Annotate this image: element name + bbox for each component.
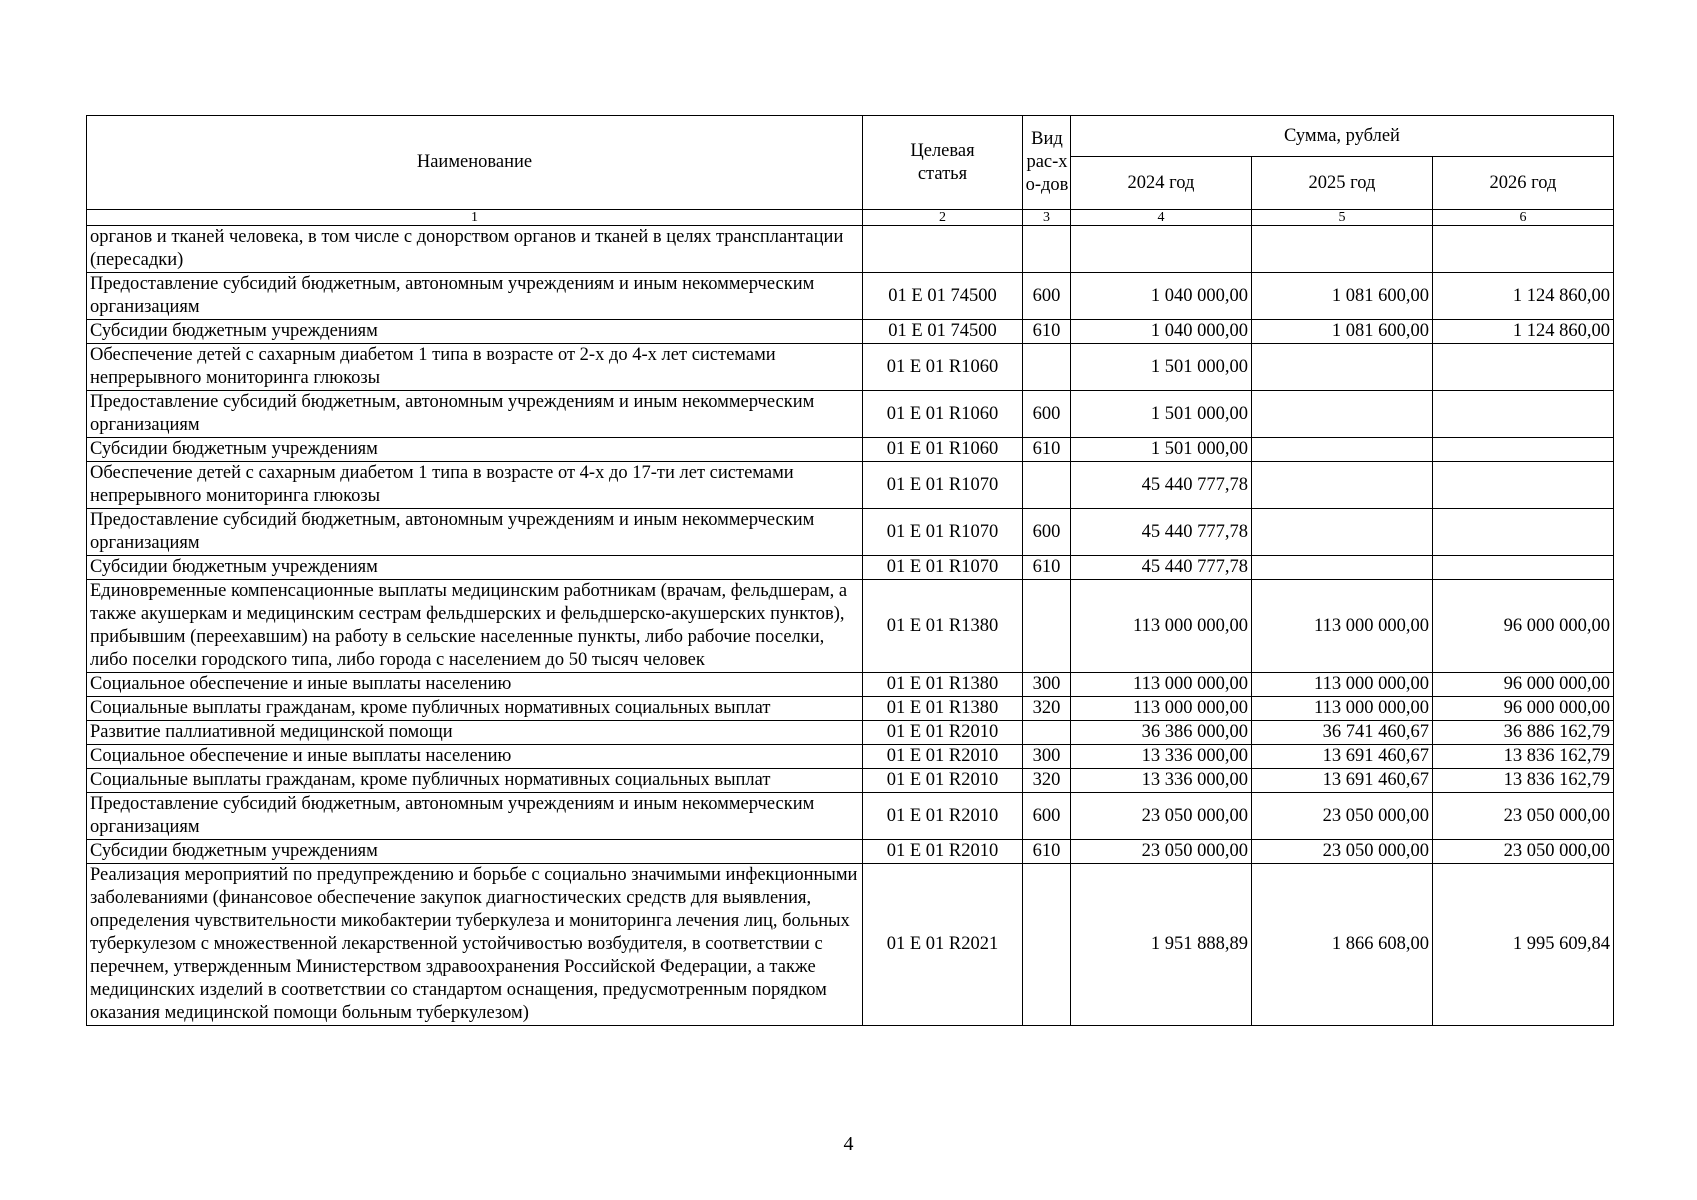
header-expense-type [1023, 116, 1071, 210]
row-target-article: 01 Е 01 R1070 [863, 556, 1023, 580]
row-amount-2024: 45 440 777,78 [1071, 509, 1252, 556]
row-amount-2024: 23 050 000,00 [1071, 840, 1252, 864]
row-name: Обеспечение детей с сахарным диабетом 1 типа в возрасте от 4-х до 17-ти лет системами непрерывного мониторинга глюкозы [87, 462, 863, 509]
row-amount-2024: 1 951 888,89 [1071, 864, 1252, 1026]
row-expense-type [1023, 344, 1071, 391]
row-amount-2026: 96 000 000,00 [1433, 673, 1614, 697]
row-expense-type: 600 [1023, 509, 1071, 556]
table-row [87, 509, 1614, 556]
row-amount-2024: 45 440 777,78 [1071, 462, 1252, 509]
row-amount-2026 [1433, 509, 1614, 556]
row-amount-2026: 13 836 162,79 [1433, 745, 1614, 769]
row-name: Предоставление субсидий бюджетным, автономным учреждениям и иным некоммерческим организациям [87, 509, 863, 556]
row-expense-type: 610 [1023, 320, 1071, 344]
column-number-row [87, 210, 1614, 226]
row-name: Субсидии бюджетным учреждениям [87, 438, 863, 462]
row-expense-type: 300 [1023, 673, 1071, 697]
row-target-article: 01 Е 01 74500 [863, 273, 1023, 320]
table-row [87, 344, 1614, 391]
row-expense-type [1023, 462, 1071, 509]
column-number: 6 [1433, 210, 1614, 226]
row-amount-2025 [1252, 226, 1433, 273]
table-row [87, 864, 1614, 1026]
row-amount-2024: 1 040 000,00 [1071, 273, 1252, 320]
row-target-article: 01 Е 01 R1070 [863, 509, 1023, 556]
table-row [87, 697, 1614, 721]
row-name: Социальное обеспечение и иные выплаты населению [87, 745, 863, 769]
page-number: 4 [843, 1133, 854, 1155]
row-expense-type [1023, 580, 1071, 673]
table-row [87, 556, 1614, 580]
row-amount-2026 [1433, 344, 1614, 391]
row-amount-2026: 96 000 000,00 [1433, 697, 1614, 721]
row-amount-2025: 113 000 000,00 [1252, 580, 1433, 673]
row-amount-2025: 1 081 600,00 [1252, 320, 1433, 344]
table-row [87, 769, 1614, 793]
table-row [87, 580, 1614, 673]
row-amount-2026 [1433, 462, 1614, 509]
row-target-article: 01 Е 01 R1380 [863, 580, 1023, 673]
header-year-2025: 2025 год [1252, 157, 1433, 210]
row-expense-type: 610 [1023, 840, 1071, 864]
row-amount-2024: 13 336 000,00 [1071, 745, 1252, 769]
row-name: Единовременные компенсационные выплаты медицинским работникам (врачам, фельдшерам, а также акушеркам и медицинским сестрам фельдшерских и фельдшерско-акушерских пунктов), прибывшим (переехавшим) на работу в сельские населенные пункты, либо рабочие поселки, либо поселки городского типа, либо города с населением до 50 тысяч человек [87, 580, 863, 673]
header-year-2024: 2024 год [1071, 157, 1252, 210]
row-amount-2024: 1 501 000,00 [1071, 391, 1252, 438]
header-sum: Сумма, рублей [1071, 116, 1614, 157]
row-expense-type: 320 [1023, 697, 1071, 721]
row-amount-2024: 23 050 000,00 [1071, 793, 1252, 840]
table-row [87, 673, 1614, 697]
column-number: 1 [87, 210, 863, 226]
row-amount-2025: 113 000 000,00 [1252, 697, 1433, 721]
row-name: Предоставление субсидий бюджетным, автономным учреждениям и иным некоммерческим организациям [87, 273, 863, 320]
row-target-article: 01 Е 01 R2010 [863, 721, 1023, 745]
row-expense-type: 600 [1023, 793, 1071, 840]
row-target-article: 01 Е 01 74500 [863, 320, 1023, 344]
row-target-article: 01 Е 01 R1060 [863, 391, 1023, 438]
column-number: 4 [1071, 210, 1252, 226]
row-amount-2026 [1433, 438, 1614, 462]
row-expense-type: 610 [1023, 556, 1071, 580]
row-amount-2026: 96 000 000,00 [1433, 580, 1614, 673]
row-name: Реализация мероприятий по предупреждению и борьбе с социально значимыми инфекционными заболеваниями (финансовое обеспечение закупок диагностических средств для выявления, определения чувствительности микобактерии туберкулеза и мониторинга лечения лиц, больных туберкулезом с множественной лекарственной устойчивостью возбудителя, в соответствии с перечнем, утвержденным Министерством здравоохранения Российской Федерации, а также медицинских изделий в соответствии со стандартом оснащения, предусмотренным порядком оказания медицинской помощи больным туберкулезом) [87, 864, 863, 1026]
row-amount-2026: 23 050 000,00 [1433, 840, 1614, 864]
row-name: органов и тканей человека, в том числе с донорством органов и тканей в целях трансплантации (пересадки) [87, 226, 863, 273]
row-amount-2025 [1252, 462, 1433, 509]
row-amount-2026: 1 995 609,84 [1433, 864, 1614, 1026]
row-target-article: 01 Е 01 R1060 [863, 344, 1023, 391]
row-expense-type: 300 [1023, 745, 1071, 769]
row-amount-2026: 13 836 162,79 [1433, 769, 1614, 793]
row-name: Субсидии бюджетным учреждениям [87, 320, 863, 344]
row-amount-2026 [1433, 391, 1614, 438]
row-expense-type: 600 [1023, 391, 1071, 438]
row-target-article: 01 Е 01 R2021 [863, 864, 1023, 1026]
table-row [87, 438, 1614, 462]
budget-table [86, 115, 1614, 1026]
row-target-article: 01 Е 01 R2010 [863, 840, 1023, 864]
row-amount-2025: 113 000 000,00 [1252, 673, 1433, 697]
row-amount-2025 [1252, 556, 1433, 580]
row-amount-2025: 36 741 460,67 [1252, 721, 1433, 745]
table-row [87, 745, 1614, 769]
row-target-article: 01 Е 01 R1060 [863, 438, 1023, 462]
row-name: Социальное обеспечение и иные выплаты населению [87, 673, 863, 697]
row-amount-2024 [1071, 226, 1252, 273]
table-row [87, 273, 1614, 320]
table-row [87, 793, 1614, 840]
header-year-2026: 2026 год [1433, 157, 1614, 210]
row-expense-type: 610 [1023, 438, 1071, 462]
row-amount-2024: 36 386 000,00 [1071, 721, 1252, 745]
row-amount-2024: 13 336 000,00 [1071, 769, 1252, 793]
table-body [87, 210, 1614, 1026]
row-amount-2025: 1 866 608,00 [1252, 864, 1433, 1026]
header-name: Наименование [87, 116, 863, 210]
row-name: Социальные выплаты гражданам, кроме публичных нормативных социальных выплат [87, 769, 863, 793]
row-amount-2024: 113 000 000,00 [1071, 673, 1252, 697]
row-name: Развитие паллиативной медицинской помощи [87, 721, 863, 745]
row-expense-type [1023, 864, 1071, 1026]
header-target-article-text: Целевая статья [910, 140, 975, 184]
row-target-article: 01 Е 01 R1380 [863, 673, 1023, 697]
row-amount-2025: 23 050 000,00 [1252, 840, 1433, 864]
row-target-article: 01 Е 01 R1380 [863, 697, 1023, 721]
row-amount-2025: 23 050 000,00 [1252, 793, 1433, 840]
header-target-article [863, 116, 1023, 210]
row-name: Субсидии бюджетным учреждениям [87, 840, 863, 864]
row-amount-2024: 1 501 000,00 [1071, 438, 1252, 462]
column-number: 5 [1252, 210, 1433, 226]
row-expense-type: 600 [1023, 273, 1071, 320]
table-header [87, 116, 1614, 210]
table-row [87, 462, 1614, 509]
row-amount-2025 [1252, 391, 1433, 438]
row-target-article [863, 226, 1023, 273]
row-amount-2024: 113 000 000,00 [1071, 580, 1252, 673]
row-amount-2024: 1 040 000,00 [1071, 320, 1252, 344]
table-row [87, 320, 1614, 344]
row-amount-2025 [1252, 509, 1433, 556]
row-amount-2024: 1 501 000,00 [1071, 344, 1252, 391]
row-amount-2025 [1252, 438, 1433, 462]
column-number: 2 [863, 210, 1023, 226]
row-target-article: 01 Е 01 R1070 [863, 462, 1023, 509]
row-expense-type [1023, 721, 1071, 745]
row-amount-2024: 113 000 000,00 [1071, 697, 1252, 721]
row-amount-2026: 1 124 860,00 [1433, 273, 1614, 320]
table-row [87, 391, 1614, 438]
row-amount-2026 [1433, 556, 1614, 580]
table-row [87, 721, 1614, 745]
row-name: Предоставление субсидий бюджетным, автономным учреждениям и иным некоммерческим организациям [87, 391, 863, 438]
row-name: Обеспечение детей с сахарным диабетом 1 типа в возрасте от 2-х до 4-х лет системами непрерывного мониторинга глюкозы [87, 344, 863, 391]
row-name: Предоставление субсидий бюджетным, автономным учреждениям и иным некоммерческим организациям [87, 793, 863, 840]
row-target-article: 01 Е 01 R2010 [863, 745, 1023, 769]
row-name: Социальные выплаты гражданам, кроме публичных нормативных социальных выплат [87, 697, 863, 721]
row-name: Субсидии бюджетным учреждениям [87, 556, 863, 580]
row-amount-2026: 36 886 162,79 [1433, 721, 1614, 745]
row-amount-2026: 23 050 000,00 [1433, 793, 1614, 840]
row-expense-type: 320 [1023, 769, 1071, 793]
row-amount-2025: 1 081 600,00 [1252, 273, 1433, 320]
row-target-article: 01 Е 01 R2010 [863, 793, 1023, 840]
row-amount-2026 [1433, 226, 1614, 273]
row-amount-2025: 13 691 460,67 [1252, 745, 1433, 769]
row-amount-2025 [1252, 344, 1433, 391]
row-expense-type [1023, 226, 1071, 273]
row-target-article: 01 Е 01 R2010 [863, 769, 1023, 793]
column-number: 3 [1023, 210, 1071, 226]
row-amount-2026: 1 124 860,00 [1433, 320, 1614, 344]
header-expense-type-text: Вид рас-хо-дов [1025, 129, 1069, 195]
table-row [87, 840, 1614, 864]
row-amount-2024: 45 440 777,78 [1071, 556, 1252, 580]
row-amount-2025: 13 691 460,67 [1252, 769, 1433, 793]
table-row [87, 226, 1614, 273]
